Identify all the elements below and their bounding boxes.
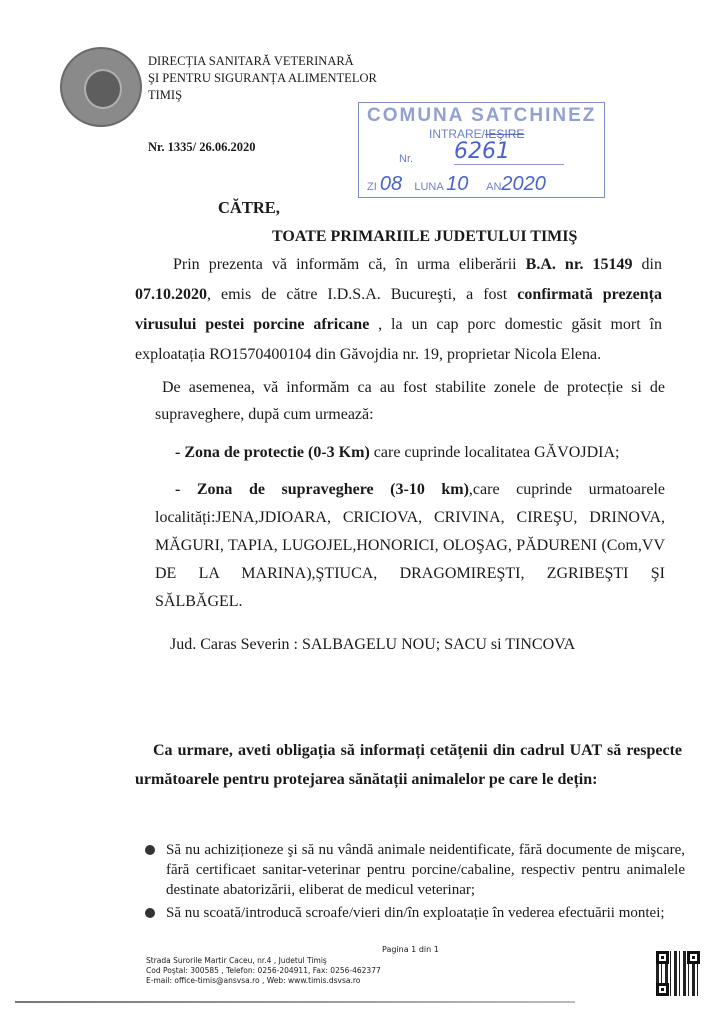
org-line: ŞI PENTRU SIGURANȚA ALIMENTELOR (148, 71, 377, 85)
list-item: Să nu scoată/introducă scroafe/vieri din/în exploatație în vederea efectuării montei; (145, 903, 685, 923)
org-line: DIRECȚIA SANITARĂ VETERINARĂ (148, 54, 354, 68)
footer-address: Strada Surorile Martir Caceu, nr.4 , Judetul Timiş Cod Poştal: 300585 , Telefon: 0256-204911, Fax: 0256-462377 E-mail: office-timis@ansvsa.ro , Web: www.timis.dsvsa.ro (146, 956, 381, 985)
qr-code-icon (656, 951, 700, 996)
government-seal-logo (60, 47, 142, 127)
addressee-label: CĂTRE, (218, 198, 280, 217)
paragraph-zones: De asemenea, vă informăm ca au fost stabilite zonele de protecție si de supraveghere, după cum urmează: (155, 379, 665, 423)
bullet-icon (145, 908, 155, 918)
document-number: Nr. 1335/ 26.06.2020 (148, 140, 256, 154)
bullet-icon (145, 845, 155, 855)
caras-severin-localities: Jud. Caras Severin : SALBAGELU NOU; SACU si TINCOVA (170, 636, 576, 653)
stamp-nr-value: 6261 (454, 139, 564, 165)
website-link[interactable]: www.timis.dsvsa.ro (288, 976, 361, 985)
footer-divider (15, 1001, 575, 1003)
addressee: TOATE PRIMARIILE JUDETULUI TIMIŞ (272, 228, 578, 245)
zone-surveillance: - Zona de supraveghere (3-10 km),care cuprinde urmatoarele localități:JENA,JDIOARA, CRICIOVA, CRIVINA, CIREŞU, DRINOVA, MĂGURI, TAPIA, LUGOJEL,HONORICI, OLOŞAG, PĂDURENI (Com,VV DE LA MARINA),ŞTIUCA, DRAGOMIREŞTI, ZGRIBEŞTI ŞI SĂLBĂGEL. (155, 481, 665, 610)
stamp-date: ZI 08 LUNA 10 AN2020 (367, 173, 546, 195)
obligation-heading: Ca urmare, aveti obligația să informați cetățenii din cadrul UAT să respecte următoarele pentru protejarea sănătații animalelor pe care le dețin: (135, 742, 682, 788)
paragraph-notice: Prin prezenta vă informăm că, în urma eliberării B.A. nr. 15149 din 07.10.2020, emis de către I.D.S.A. Bucureşti, a fost confirmată prezența virusului pestei porcine africane , la un cap porc domestic găsit mort în exploatația RO1570400104 din Găvojdia nr. 19, proprietar Nicola Elena. (135, 256, 662, 363)
stamp-title: COMUNA SATCHINEZ (367, 105, 597, 126)
organization-header (148, 53, 377, 104)
org-line: TIMIŞ (148, 88, 183, 102)
stamp-nr-label: Nr. (399, 153, 414, 165)
stamp-type: INTRARE/IEŞIRE (429, 127, 525, 141)
list-item: Să nu achiziționeze şi să nu vândă animale neidentificate, fără documente de mişcare, fără certificaet sanitar-veterinar pentru porcine/cabaline, respectiv pentru animalele destinate abatorizării, eliberat de medicul veterinar; (145, 840, 685, 900)
zone-protection: - Zona de protectie (0-3 Km) care cuprinde localitatea GĂVOJDIA; (175, 444, 620, 461)
coat-of-arms-icon (84, 69, 122, 109)
registration-stamp (358, 102, 605, 198)
page-number: Pagina 1 din 1 (382, 945, 439, 954)
